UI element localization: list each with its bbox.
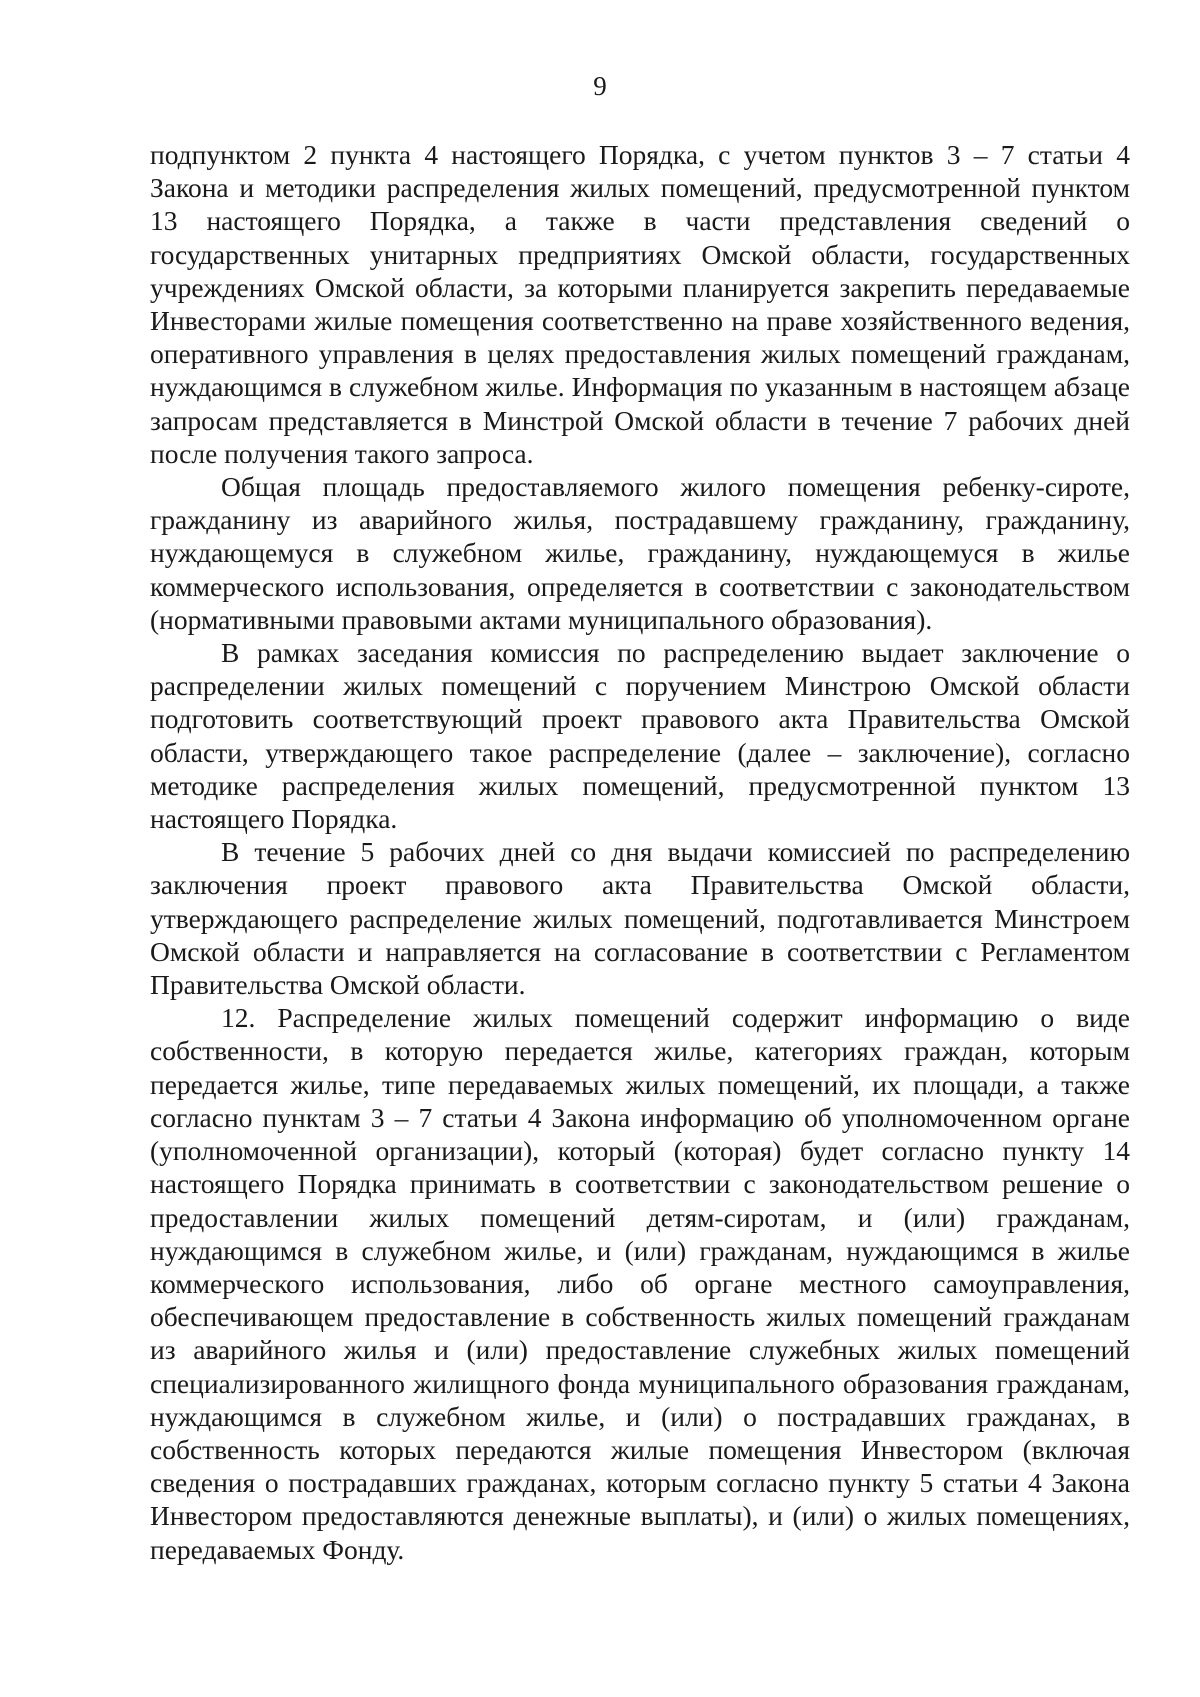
paragraph-total-area: Общая площадь предоставляемого жилого помещения ребенку-сироте, гражданину из аварийного жилья, пострадавшему гражданину, гражданину, нуждающемуся в служебном жилье, гражданину, нуждающемуся в жилье коммерческого использования, определяется в соответствии с законодательством (нормативными правовыми актами муниципального образования).	[150, 471, 1130, 635]
paragraph-continuation: подпунктом 2 пункта 4 настоящего Порядка, с учетом пунктов 3 – 7 статьи 4 Закона и методики распределения жилых помещений, предусмотренной пунктом 13 настоящего Порядка, а также в части представления сведений о государственных унитарных предприятиях Омской области, государственных учреждениях Омской области, за которыми планируется закрепить передаваемые Инвесторами жилые помещения соответственно на праве хозяйственного ведения, оперативного управления в целях предоставления жилых помещений гражданам, нуждающимся в служебном жилье. Информация по указанным в настоящем абзаце запросам представляется в Минстрой Омской области в течение 7 рабочих дней после получения такого запроса.	[150, 139, 1130, 469]
paragraph-item-12: 12. Распределение жилых помещений содержит информацию о виде собственности, в которую передается жилье, категориях граждан, которым передается жилье, типе передаваемых жилых помещений, их площади, а также согласно пунктам 3 – 7 статьи 4 Закона информацию об уполномоченном органе (уполномоченной организации), который (которая) будет согласно пункту 14 настоящего Порядка принимать в соответствии с законодательством решение о предоставлении жилых помещений детям-сиротам, и (или) гражданам, нуждающимся в служебном жилье, и (или) гражданам, нуждающимся в жилье коммерческого использования, либо об органе местного самоуправления, обеспечивающем предоставление в собственность жилых помещений гражданам из аварийного жилья и (или) предоставление служебных жилых помещений специализированного жилищного фонда муниципального образования гражданам, нуждающимся в служебном жилье, и (или) о пострадавших гражданах, в собственность которых передаются жилые помещения Инвестором (включая сведения о пострадавших гражданах, которым согласно пункту 5 статьи 4 Закона Инвестором предоставляются денежные выплаты), и (или) о жилых помещениях, передаваемых Фонду.	[150, 1002, 1130, 1565]
document-body	[150, 138, 1130, 1566]
paragraph-commission-conclusion: В рамках заседания комиссия по распределению выдает заключение о распределении жилых помещений с поручением Минстрою Омской области подготовить соответствующий проект правового акта Правительства Омской области, утверждающего такое распределение (далее – заключение), согласно методике распределения жилых помещений, предусмотренной пунктом 13 настоящего Порядка.	[150, 637, 1130, 835]
page-number: 9	[593, 71, 607, 101]
paragraph-draft-act: В течение 5 рабочих дней со дня выдачи комиссией по распределению заключения проект правового акта Правительства Омской области, утверждающего распределение жилых помещений, подготавливается Минстроем Омской области и направляется на согласование в соответствии с Регламентом Правительства Омской области.	[150, 836, 1130, 1001]
